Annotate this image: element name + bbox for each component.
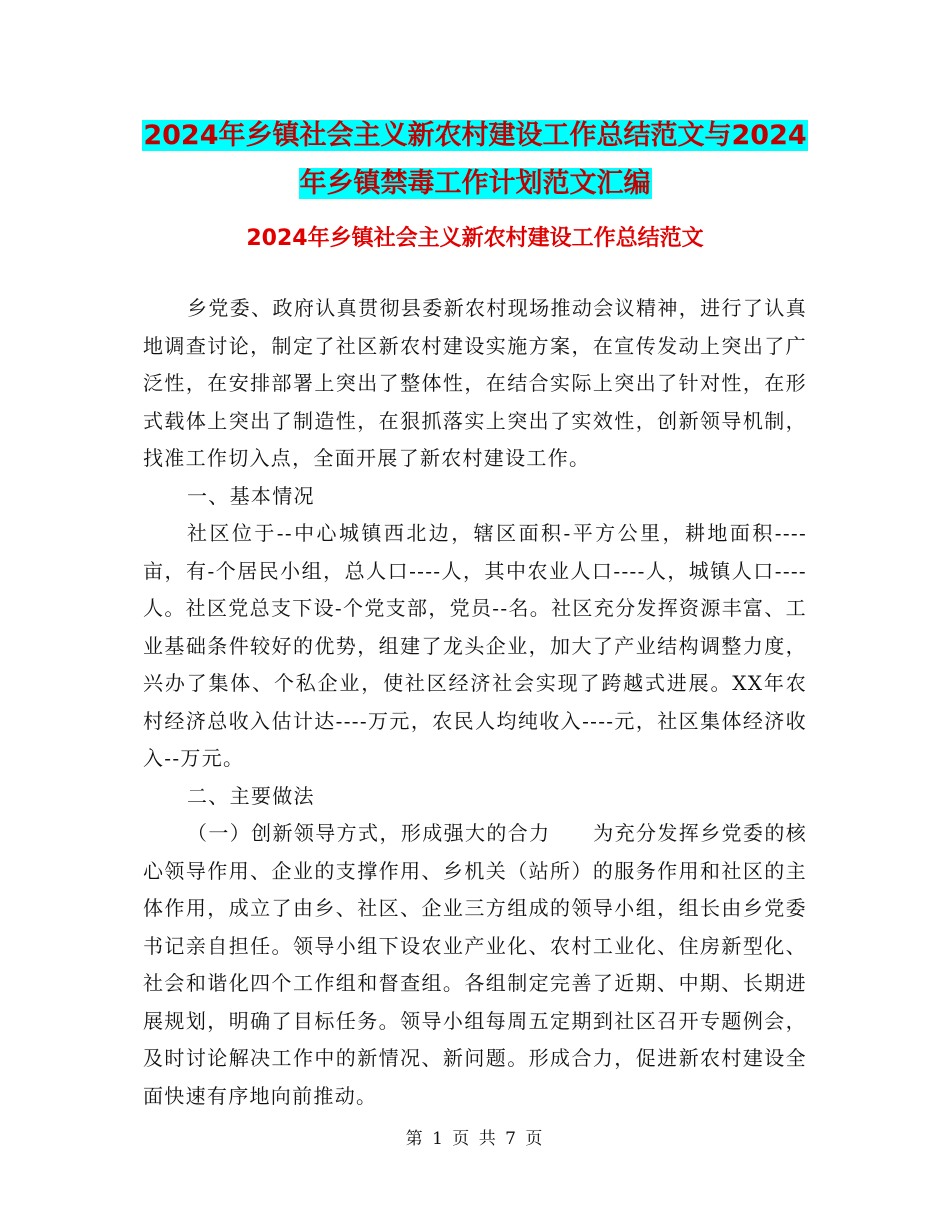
methods-paragraph: （一）创新领导方式，形成强大的合力 为充分发挥乡党委的核心领导作用、企业的支撑作用、乡机关（站所）的服务作用和社区的主体作用，成立了由乡、社区、企业三方组成的领导小组，组长由乡党委书记亲自担任。领导小组下设农业产业化、农村工业化、住房新型化、社会和谐化四个工作组和督查组。各组制定完善了近期、中期、长期进展规划，明确了目标任务。领导小组每周五定期到社区召开专题例会，及时讨论解决工作中的新情况、新问题。形成合力，促进新农村建设全面快速有序地向前推动。	[143, 821, 807, 1108]
basic-situation-paragraph: 社区位于--中心城镇西北边，辖区面积-平方公里，耕地面积----亩，有-个居民小组，总人口----人，其中农业人口----人，城镇人口----人。社区党总支下设-个党支部，党员--名。社区充分发挥资源丰富、工业基础条件较好的优势，组建了龙头企业，加大了产业结构调整力度，兴办了集体、个私企业，使社区经济社会实现了跨越式进展。XX年农村经济总收入估计达----万元，农民人均纯收入----元，社区集体经济收入--万元。	[143, 521, 807, 770]
title-line-2: 年乡镇禁毒工作计划范文汇编	[299, 168, 651, 199]
document-title	[0, 112, 950, 208]
document-body	[143, 290, 807, 1115]
page-footer: 第 1 页 共 7 页	[405, 1129, 545, 1149]
section-heading-methods: 二、主要做法	[187, 783, 315, 808]
title-line-1: 2024年乡镇社会主义新农村建设工作总结范文与2024	[143, 120, 807, 151]
section-subtitle: 2024年乡镇社会主义新农村建设工作总结范文	[246, 226, 704, 251]
intro-paragraph: 乡党委、政府认真贯彻县委新农村现场推动会议精神，进行了认真地调查讨论，制定了社区新农村建设实施方案，在宣传发动上突出了广泛性，在安排部署上突出了整体性，在结合实际上突出了针对性，在形式载体上突出了制造性，在狠抓落实上突出了实效性，创新领导机制，找准工作切入点，全面开展了新农村建设工作。	[143, 296, 807, 470]
section-heading-basic: 一、基本情况	[187, 483, 315, 508]
